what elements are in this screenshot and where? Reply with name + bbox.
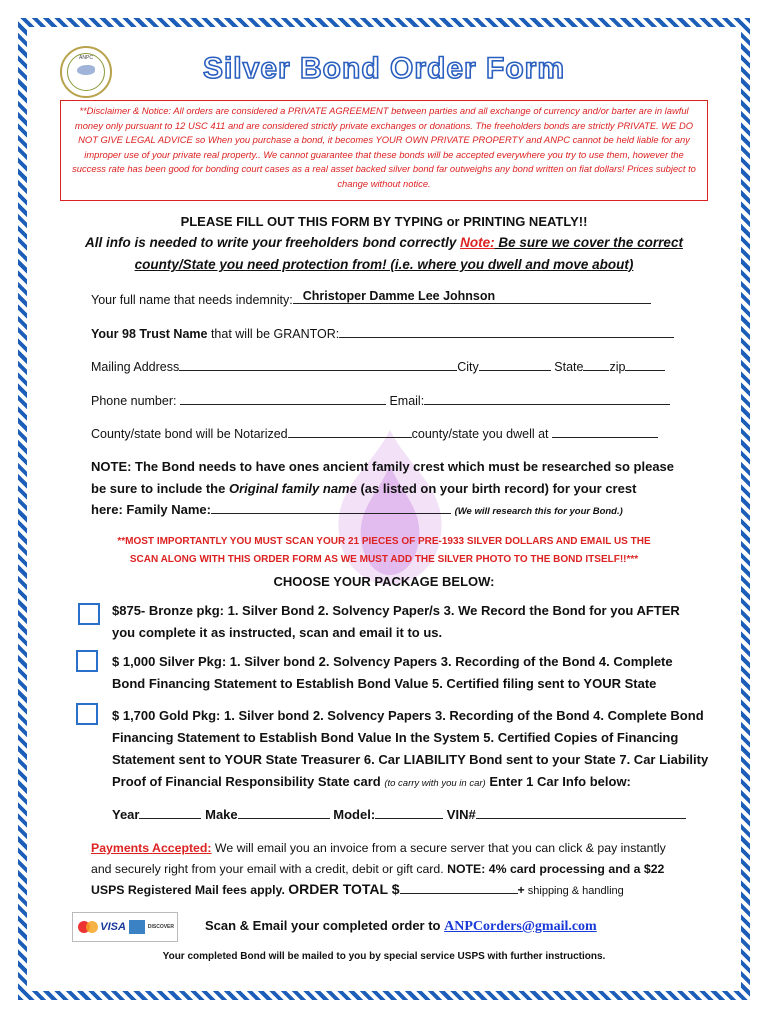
- email-label: Email:: [389, 394, 425, 408]
- note-label: Note:: [460, 235, 495, 250]
- bronze-package: [112, 600, 722, 644]
- instructions-text: All info is needed to write your freeholders bond correctly: [85, 235, 461, 250]
- email-field[interactable]: [424, 393, 670, 405]
- notarized-label: County/state bond will be Notarized: [91, 427, 288, 441]
- shipping-text: shipping & handling: [524, 885, 624, 897]
- trust-label: that will be GRANTOR:: [207, 327, 340, 341]
- dwell-field[interactable]: [552, 426, 658, 438]
- note-text-2: (as listed on your birth record) for your crest: [356, 481, 637, 496]
- model-label: Model:: [333, 807, 376, 822]
- package-line: you complete it as instructed, scan and email it to us.: [112, 625, 443, 640]
- logo-text: ANPC: [79, 55, 93, 61]
- family-name-label: here: Family Name:: [91, 502, 211, 517]
- card-logos: [72, 912, 178, 942]
- payments-label: Payments Accepted:: [91, 841, 212, 855]
- full-name-row: [91, 289, 651, 307]
- bronze-package-checkbox[interactable]: [78, 603, 100, 625]
- footer-text: Your completed Bond will be mailed to you by special service USPS with further instructions.: [162, 951, 606, 962]
- choose-package-heading: CHOOSE YOUR PACKAGE BELOW:: [273, 574, 495, 589]
- make-field[interactable]: [238, 807, 330, 819]
- payment-line3: [91, 881, 624, 897]
- trust-name-row: [91, 326, 674, 341]
- year-label: Year: [112, 807, 140, 822]
- trust-name-field[interactable]: [339, 326, 674, 338]
- city-label: City: [457, 360, 479, 374]
- payment-note: NOTE: 4% card processing and a $22: [447, 862, 665, 876]
- important-line1: **MOST IMPORTANTLY YOU MUST SCAN YOUR 21 PIECES OF PRE-1933 SILVER DOLLARS AND EMAIL US THE: [117, 536, 651, 547]
- full-name-field[interactable]: [293, 289, 651, 304]
- order-total-label: ORDER TOTAL $: [288, 881, 400, 897]
- vin-label: VIN#: [446, 807, 476, 822]
- state-field[interactable]: [583, 359, 609, 371]
- scan-text: Scan & Email your completed order to: [205, 918, 445, 933]
- package-line: $ 1,000 Silver Pkg: 1. Silver bond 2. Solvency Papers 3. Recording of the Bond 4. Complete: [112, 654, 673, 669]
- package-line: $875- Bronze pkg: 1. Silver Bond 2. Solvency Paper/s 3. We Record the Bond for you AFTER: [112, 603, 680, 618]
- city-field[interactable]: [479, 359, 551, 371]
- phone-field[interactable]: [180, 393, 386, 405]
- family-name-row: [91, 502, 623, 517]
- discover-icon: DISCOVER: [147, 924, 174, 930]
- car-info-row: [112, 807, 686, 822]
- amex-icon: [129, 920, 145, 934]
- silver-package-checkbox[interactable]: [76, 650, 98, 672]
- order-email-link[interactable]: ANPCorders@gmail.com: [444, 919, 597, 934]
- make-label: Make: [205, 807, 238, 822]
- note-line1: NOTE: The Bond needs to have ones ancient family crest which must be researched so please: [91, 459, 675, 474]
- family-name-field[interactable]: [211, 502, 451, 514]
- model-field[interactable]: [375, 807, 443, 819]
- zip-label: zip: [609, 360, 626, 374]
- note-line2: [91, 481, 636, 496]
- package-line: [112, 771, 722, 795]
- visa-icon: VISA: [100, 921, 126, 933]
- payment-line1: [91, 841, 666, 855]
- note-text: be sure to include the: [91, 481, 229, 496]
- order-total-field[interactable]: [400, 882, 518, 894]
- instructions-line2: [0, 235, 768, 250]
- instructions-line3: county/State you need protection from! (i.e. where you dwell and move about): [134, 257, 634, 272]
- research-note: (We will research this for your Bond.): [454, 506, 623, 517]
- payment-text-2: and securely right from your email with a credit, debit or gift card.: [91, 862, 448, 876]
- notarized-field[interactable]: [288, 426, 412, 438]
- zip-field[interactable]: [625, 359, 665, 371]
- package-line: $ 1,700 Gold Pkg: 1. Silver bond 2. Solvency Papers 3. Recording of the Bond 4. Complete Bond: [112, 708, 704, 723]
- instructions-line1: PLEASE FILL OUT THIS FORM BY TYPING or PRINTING NEATLY!!: [180, 214, 588, 229]
- scan-email-line: [205, 918, 597, 935]
- package-line: Financing Statement to Establish Bond Value In the System 5. Certified Copies of Financing: [112, 730, 679, 745]
- year-field[interactable]: [139, 807, 201, 819]
- vin-field[interactable]: [476, 807, 686, 819]
- payment-text: We will email you an invoice from a secure server that you can click & pay instantly: [211, 841, 666, 855]
- gold-last-text: Proof of Financial Responsibility State card: [112, 774, 385, 789]
- gold-last-italic: (to carry with you in car): [384, 778, 486, 789]
- county-row: [91, 426, 658, 441]
- package-line: Statement sent to YOUR State Treasurer 6. Car LIABILITY Bond sent to your State 7. Car Liability: [112, 752, 709, 767]
- page-title: Silver Bond Order Form: [202, 52, 566, 85]
- note-italic: Original family name: [228, 481, 357, 496]
- trust-label-bold: Your 98 Trust Name: [91, 327, 208, 341]
- instructions-text-2: Be sure we cover the correct: [494, 235, 683, 250]
- mailing-label: Mailing Address: [91, 360, 180, 374]
- full-name-label: Your full name that needs indemnity:: [91, 293, 293, 307]
- phone-label: Phone number:: [91, 394, 180, 408]
- important-line2: SCAN ALONG WITH THIS ORDER FORM AS WE MUST ADD THE SILVER PHOTO TO THE BOND ITSELF!!***: [129, 554, 639, 565]
- mailing-row: [91, 359, 665, 374]
- mailing-address-field[interactable]: [179, 359, 457, 371]
- gold-last-text-2: Enter 1 Car Info below:: [485, 774, 631, 789]
- payment-fees: USPS Registered Mail fees apply.: [91, 883, 289, 897]
- dwell-label: county/state you dwell at: [411, 427, 552, 441]
- full-name-value: Christoper Damme Lee Johnson: [302, 289, 496, 303]
- disclaimer-box: **Disclaimer & Notice: All orders are considered a PRIVATE AGREEMENT between parties and all exchange of currency and/or barter are in lawful money only pursuant to 12 USC 411 and are considered strictly private exchanges or donations. The freeholders bonds are strictly PRIVATE. WE DO NOT GIVE LEGAL ADVICE so When you purchase a bond, it becomes YOUR OWN PRIVATE PROPERTY and ANPC cannot be held liable for any improper use of your private real property.. We cannot guarantee that these bonds will be accepted everywhere you try to use them, however the success rate has been good for bonding court cases as a real asset backed silver bond far outweighs any bond written on fiat dollars! Prices subject to change without notice.: [60, 100, 708, 201]
- payment-line2: [91, 862, 664, 876]
- phone-row: [91, 393, 670, 408]
- gold-package: [112, 705, 722, 795]
- state-label: State: [554, 360, 584, 374]
- plus-sign: +: [517, 883, 525, 897]
- mastercard-icon: [76, 919, 97, 935]
- silver-package: [112, 651, 722, 695]
- package-line: Bond Financing Statement to Establish Bond Value 5. Certified filing sent to YOUR State: [112, 676, 657, 691]
- gold-package-checkbox[interactable]: [76, 703, 98, 725]
